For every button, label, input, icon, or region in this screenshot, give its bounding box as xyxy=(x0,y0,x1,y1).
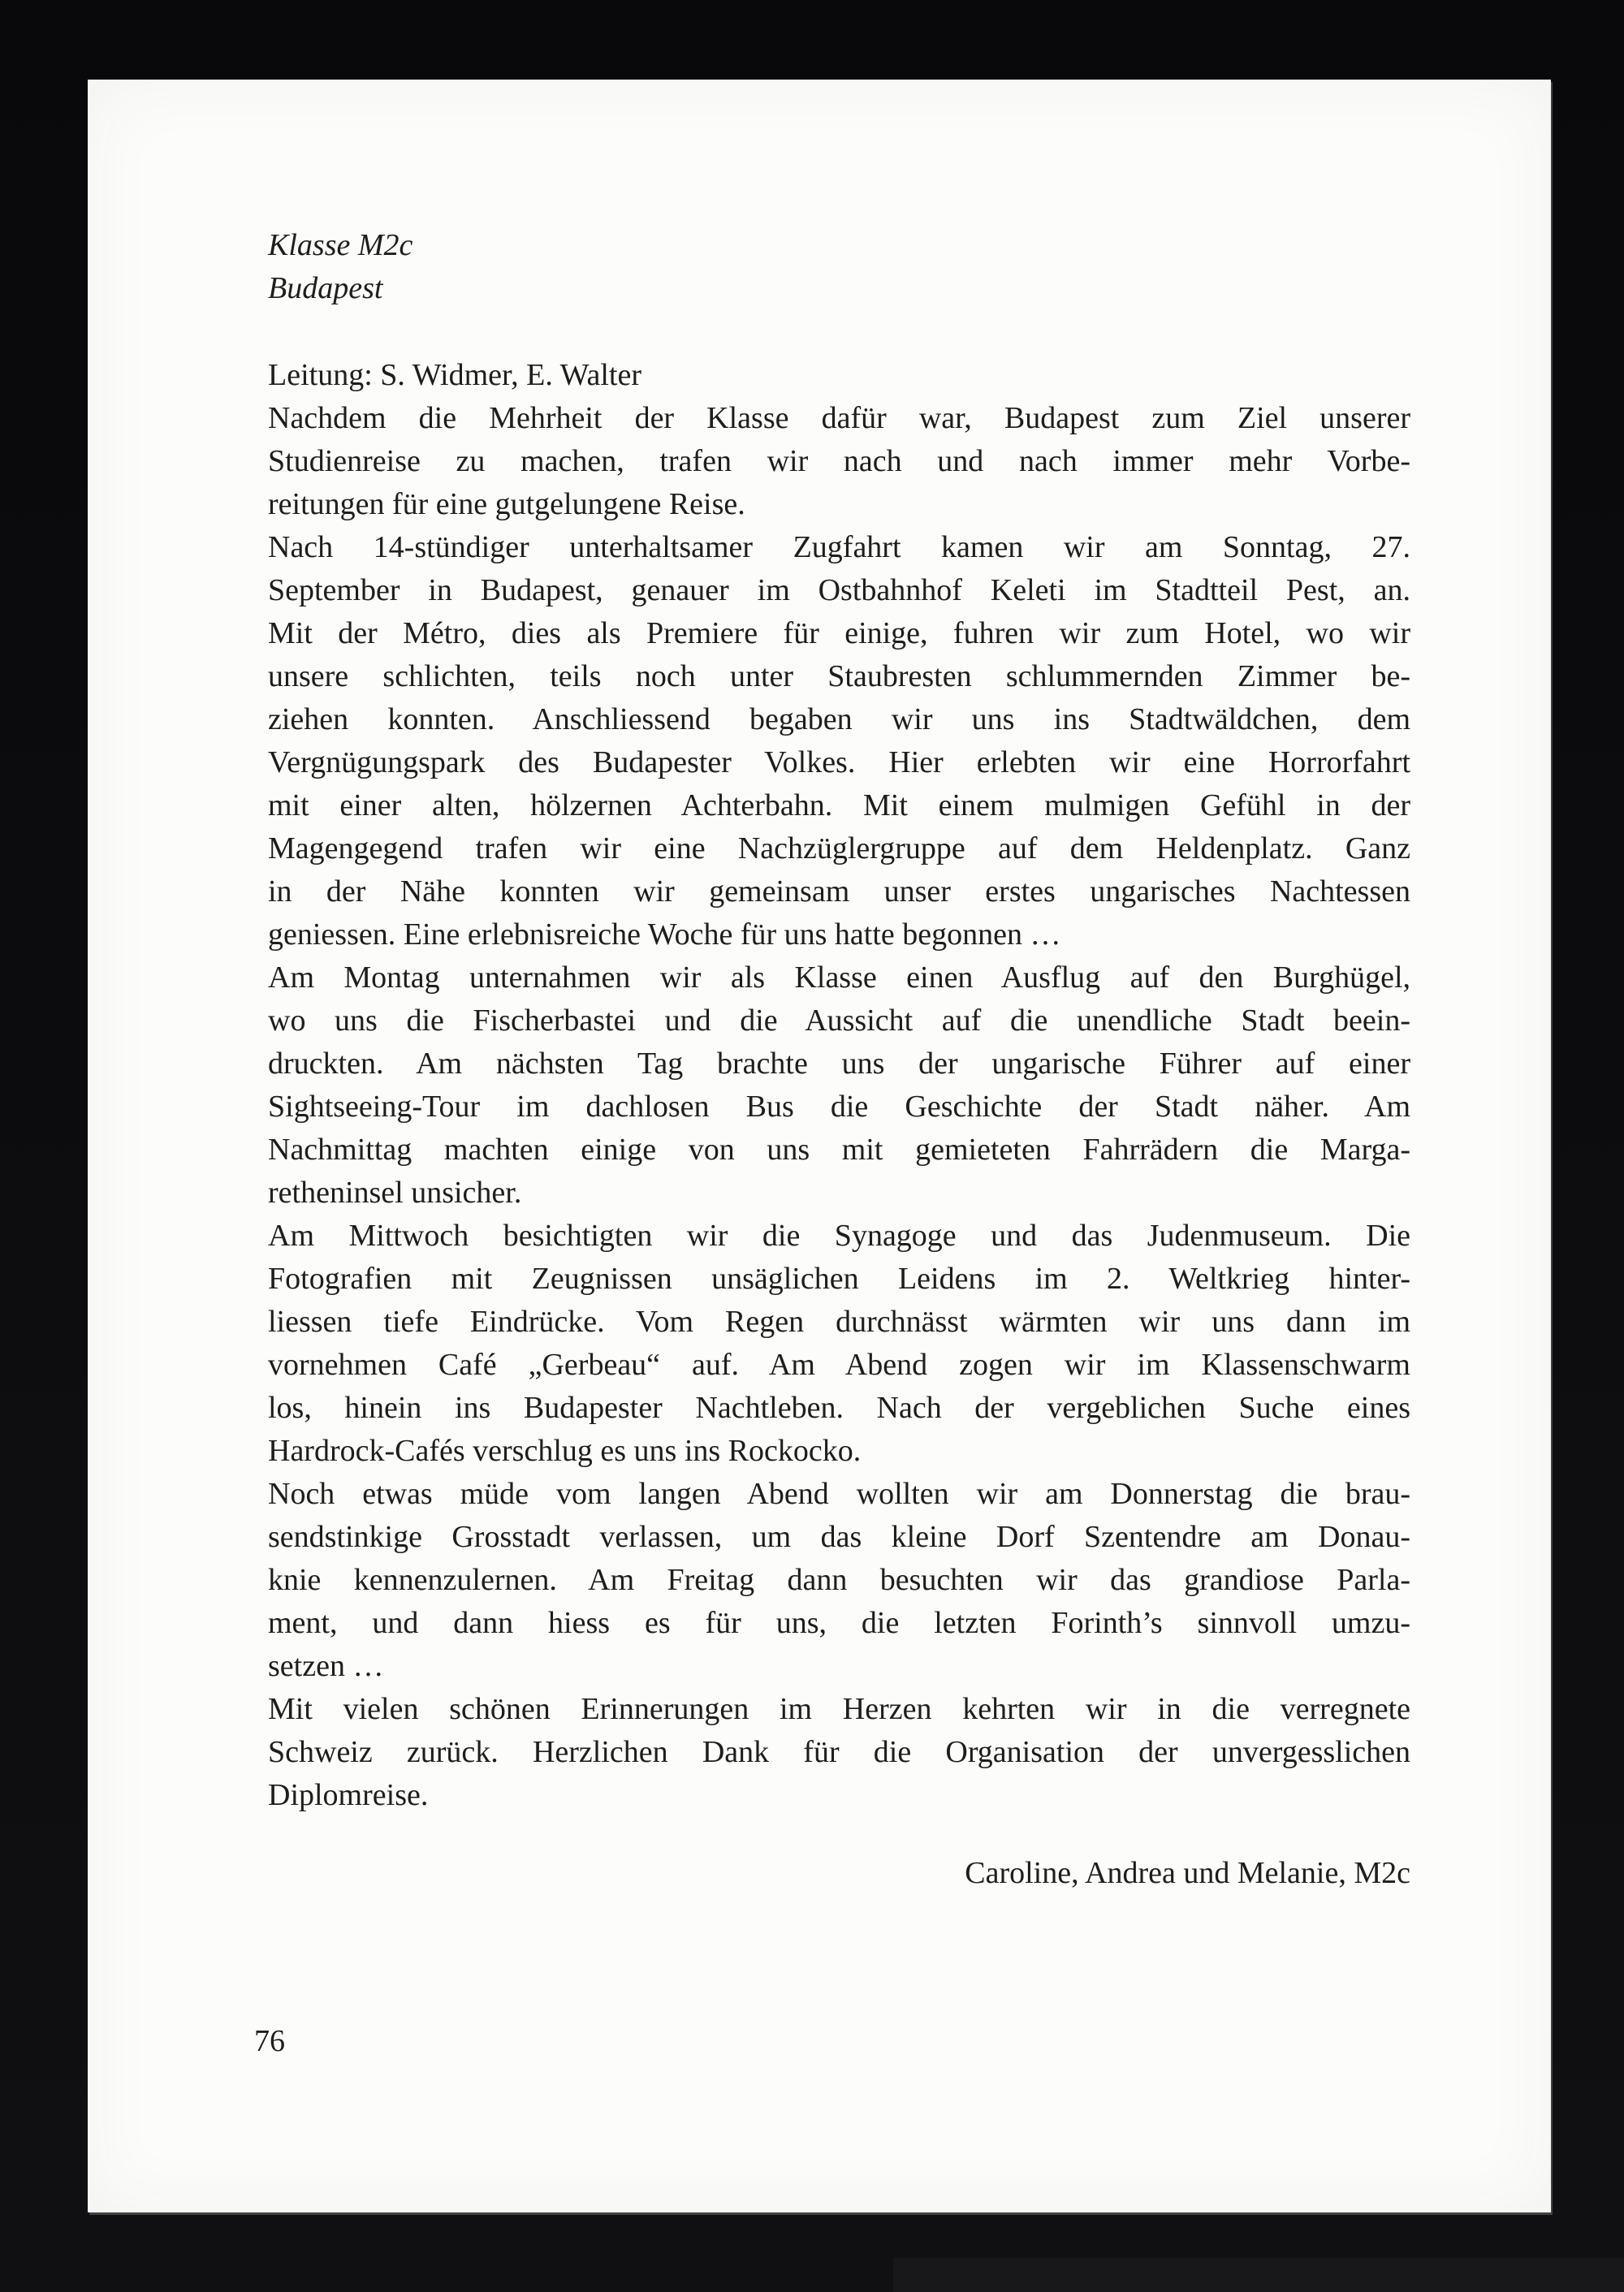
text-line: Sightseeing-Tour im dachlosen Bus die Geschichte der Stadt näher. Am xyxy=(268,1090,1410,1124)
text-line: Schweiz zurück. Herzlichen Dank für die Organisation der unvergesslichen xyxy=(268,1735,1410,1769)
text-line: liessen tiefe Eindrücke. Vom Regen durchnässt wärmten wir uns dann im xyxy=(268,1305,1410,1339)
text-line: ziehen konnten. Anschliessend begaben wir uns ins Stadtwäldchen, dem xyxy=(268,702,1410,736)
text-line: vornehmen Café „Gerbeau“ auf. Am Abend zogen wir im Klassenschwarm xyxy=(268,1348,1410,1382)
page-number: 76 xyxy=(254,2024,285,2058)
text-line: Am Montag unternahmen wir als Klasse einen Ausflug auf den Burghügel, xyxy=(268,960,1410,995)
signature-line: Caroline, Andrea und Melanie, M2c xyxy=(965,1856,1410,1890)
book-page xyxy=(88,80,1551,2212)
text-line: retheninsel unsicher. xyxy=(268,1176,522,1210)
scan-edge-artifact xyxy=(893,2258,1624,2292)
text-line: Nachmittag machten einige von uns mit gemieteten Fahrrädern die Marga- xyxy=(268,1133,1410,1167)
text-line: Noch etwas müde vom langen Abend wollten wir am Donnerstag die brau- xyxy=(268,1477,1410,1511)
text-line: mit einer alten, hölzernen Achterbahn. Mit einem mulmigen Gefühl in der xyxy=(268,788,1410,822)
article-text-lines xyxy=(268,354,1410,1817)
text-line: Vergnügungspark des Budapester Volkes. Hier erlebten wir eine Horrorfahrt xyxy=(268,745,1410,779)
article-body xyxy=(268,354,1410,1895)
text-line: Diplomreise. xyxy=(268,1778,429,1812)
text-line: ment, und dann hiess es für uns, die letzten Forinth’s sinnvoll umzu- xyxy=(268,1606,1410,1640)
text-line: druckten. Am nächsten Tag brachte uns der ungarische Führer auf einer xyxy=(268,1047,1410,1081)
article-heading xyxy=(268,224,1410,310)
text-line: reitungen für eine gutgelungene Reise. xyxy=(268,487,745,521)
text-line: unsere schlichten, teils noch unter Staubresten schlummernden Zimmer be- xyxy=(268,659,1410,693)
text-line: geniessen. Eine erlebnisreiche Woche für uns hatte begonnen … xyxy=(268,917,1061,952)
text-line: los, hinein ins Budapester Nachtleben. Nach der vergeblichen Suche eines xyxy=(268,1391,1410,1425)
text-line: setzen … xyxy=(268,1649,384,1683)
text-line: September in Budapest, genauer im Ostbahnhof Keleti im Stadtteil Pest, an. xyxy=(268,573,1410,607)
text-line: Magengegend trafen wir eine Nachzüglergruppe auf dem Heldenplatz. Ganz xyxy=(268,831,1410,865)
text-line: knie kennenzulernen. Am Freitag dann besuchten wir das grandiose Parla- xyxy=(268,1563,1410,1597)
heading-class-label: Klasse M2c xyxy=(268,228,413,262)
text-line: Mit vielen schönen Erinnerungen im Herzen kehrten wir in die verregnete xyxy=(268,1692,1410,1726)
text-line: in der Nähe konnten wir gemeinsam unser erstes ungarisches Nachtessen xyxy=(268,874,1410,909)
text-line: sendstinkige Grosstadt verlassen, um das kleine Dorf Szentendre am Donau- xyxy=(268,1520,1410,1554)
text-line: Nach 14-stündiger unterhaltsamer Zugfahrt kamen wir am Sonntag, 27. xyxy=(268,530,1410,564)
text-line: Studienreise zu machen, trafen wir nach und nach immer mehr Vorbe- xyxy=(268,444,1410,478)
text-line: Am Mittwoch besichtigten wir die Synagoge und das Judenmuseum. Die xyxy=(268,1219,1410,1253)
text-line: Mit der Métro, dies als Premiere für einige, fuhren wir zum Hotel, wo wir xyxy=(268,616,1410,650)
text-line: Hardrock-Cafés verschlug es uns ins Rockocko. xyxy=(268,1434,862,1468)
text-line: Fotografien mit Zeugnissen unsäglichen Leidens im 2. Weltkrieg hinter- xyxy=(268,1262,1410,1296)
heading-destination-label: Budapest xyxy=(268,271,383,305)
text-line: Leitung: S. Widmer, E. Walter xyxy=(268,358,642,392)
text-line: wo uns die Fischerbastei und die Aussicht auf die unendliche Stadt beein- xyxy=(268,1004,1410,1038)
text-line: Nachdem die Mehrheit der Klasse dafür war, Budapest zum Ziel unserer xyxy=(268,401,1410,435)
